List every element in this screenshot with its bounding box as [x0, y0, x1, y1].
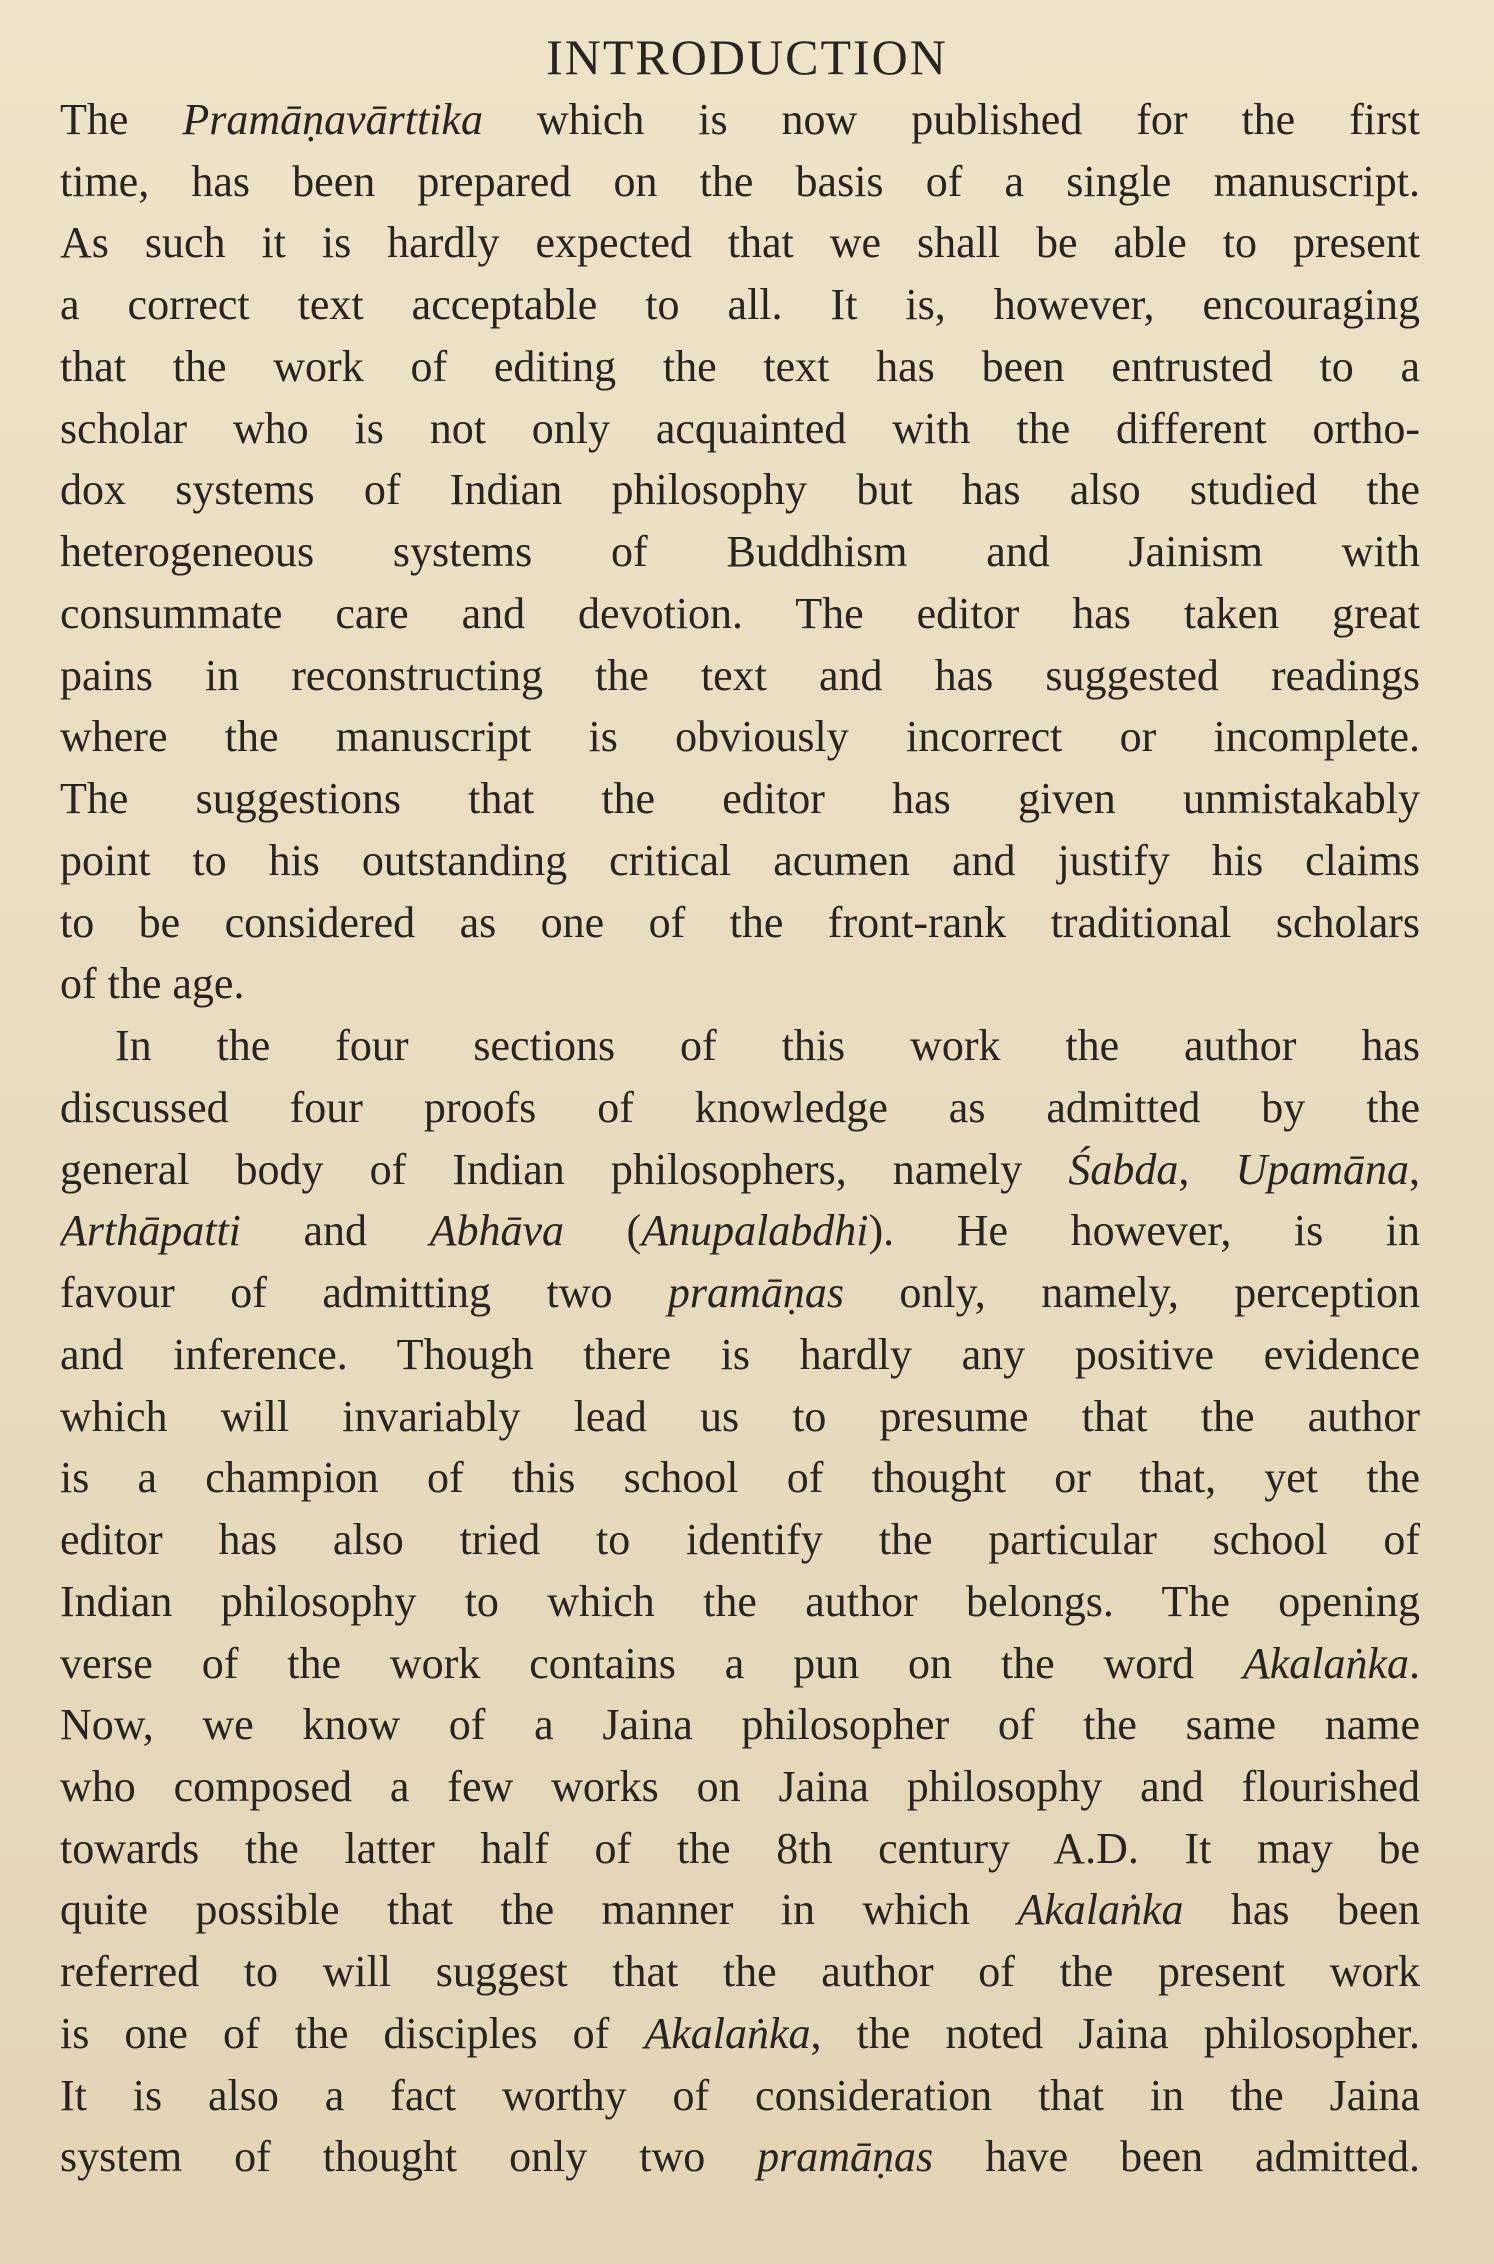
text-line: time, has been prepared on the basis of a single manuscript.	[60, 156, 1420, 206]
text-line: pains in reconstructing the text and has suggested readings	[60, 650, 1420, 700]
text-line: a correct text acceptable to all. It is, however, encouraging	[60, 280, 1420, 330]
text-line: As such it is hardly expected that we shall be able to present	[60, 218, 1420, 268]
text-line: It is also a fact worthy of consideration that in the Jaina	[60, 2070, 1420, 2120]
page-heading: INTRODUCTION	[546, 29, 948, 85]
text-line: In the four sections of this work the author has	[115, 1021, 1420, 1071]
text-line: discussed four proofs of knowledge as admitted by the	[60, 1082, 1420, 1132]
text-line: of the age.	[60, 959, 245, 1009]
text-line: Indian philosophy to which the author belongs. The opening	[60, 1576, 1420, 1626]
text-line: consummate care and devotion. The editor has taken great	[60, 588, 1420, 638]
text-line: favour of admitting two pramāṇas only, namely, perception	[60, 1268, 1420, 1318]
text-line: which will invariably lead us to presume that the author	[60, 1391, 1420, 1441]
text-line: editor has also tried to identify the particular school of	[60, 1515, 1420, 1565]
text-line: quite possible that the manner in which Akalaṅka has been	[60, 1885, 1420, 1935]
text-line: The Pramāṇavārttika which is now published for the first	[60, 95, 1420, 144]
text-line: to be considered as one of the front-rank traditional scholars	[60, 897, 1420, 947]
text-line: scholar who is not only acquainted with the different ortho-	[60, 403, 1420, 453]
text-line: general body of Indian philosophers, namely Śabda, Upamāna,	[60, 1144, 1420, 1194]
text-line: who composed a few works on Jaina philosophy and flourished	[60, 1761, 1420, 1811]
text-line: towards the latter half of the 8th century A.D. It may be	[60, 1823, 1420, 1873]
text-line: Arthāpatti and Abhāva (Anupalabdhi). He however, is in	[60, 1206, 1420, 1256]
text-line: and inference. Though there is hardly any positive evidence	[60, 1329, 1420, 1379]
text-line: is a champion of this school of thought or that, yet the	[60, 1453, 1420, 1503]
text-line: dox systems of Indian philosophy but has also studied the	[60, 465, 1420, 515]
text-line: The suggestions that the editor has given unmistakably	[60, 774, 1420, 824]
text-line: verse of the work contains a pun on the word Akalaṅka.	[60, 1638, 1420, 1688]
text-line: Now, we know of a Jaina philosopher of the same name	[60, 1700, 1420, 1750]
text-line: system of thought only two pramāṇas have been admitted.	[60, 2132, 1420, 2182]
text-line: referred to will suggest that the author of the present work	[60, 1947, 1420, 1997]
text-line: that the work of editing the text has been entrusted to a	[60, 341, 1420, 391]
text-line: heterogeneous systems of Buddhism and Jainism with	[60, 527, 1420, 577]
text-line: point to his outstanding critical acumen and justify his claims	[60, 835, 1420, 885]
text-line: is one of the disciples of Akalaṅka, the noted Jaina philosopher.	[60, 2008, 1420, 2058]
text-line: where the manuscript is obviously incorrect or incomplete.	[60, 712, 1420, 762]
